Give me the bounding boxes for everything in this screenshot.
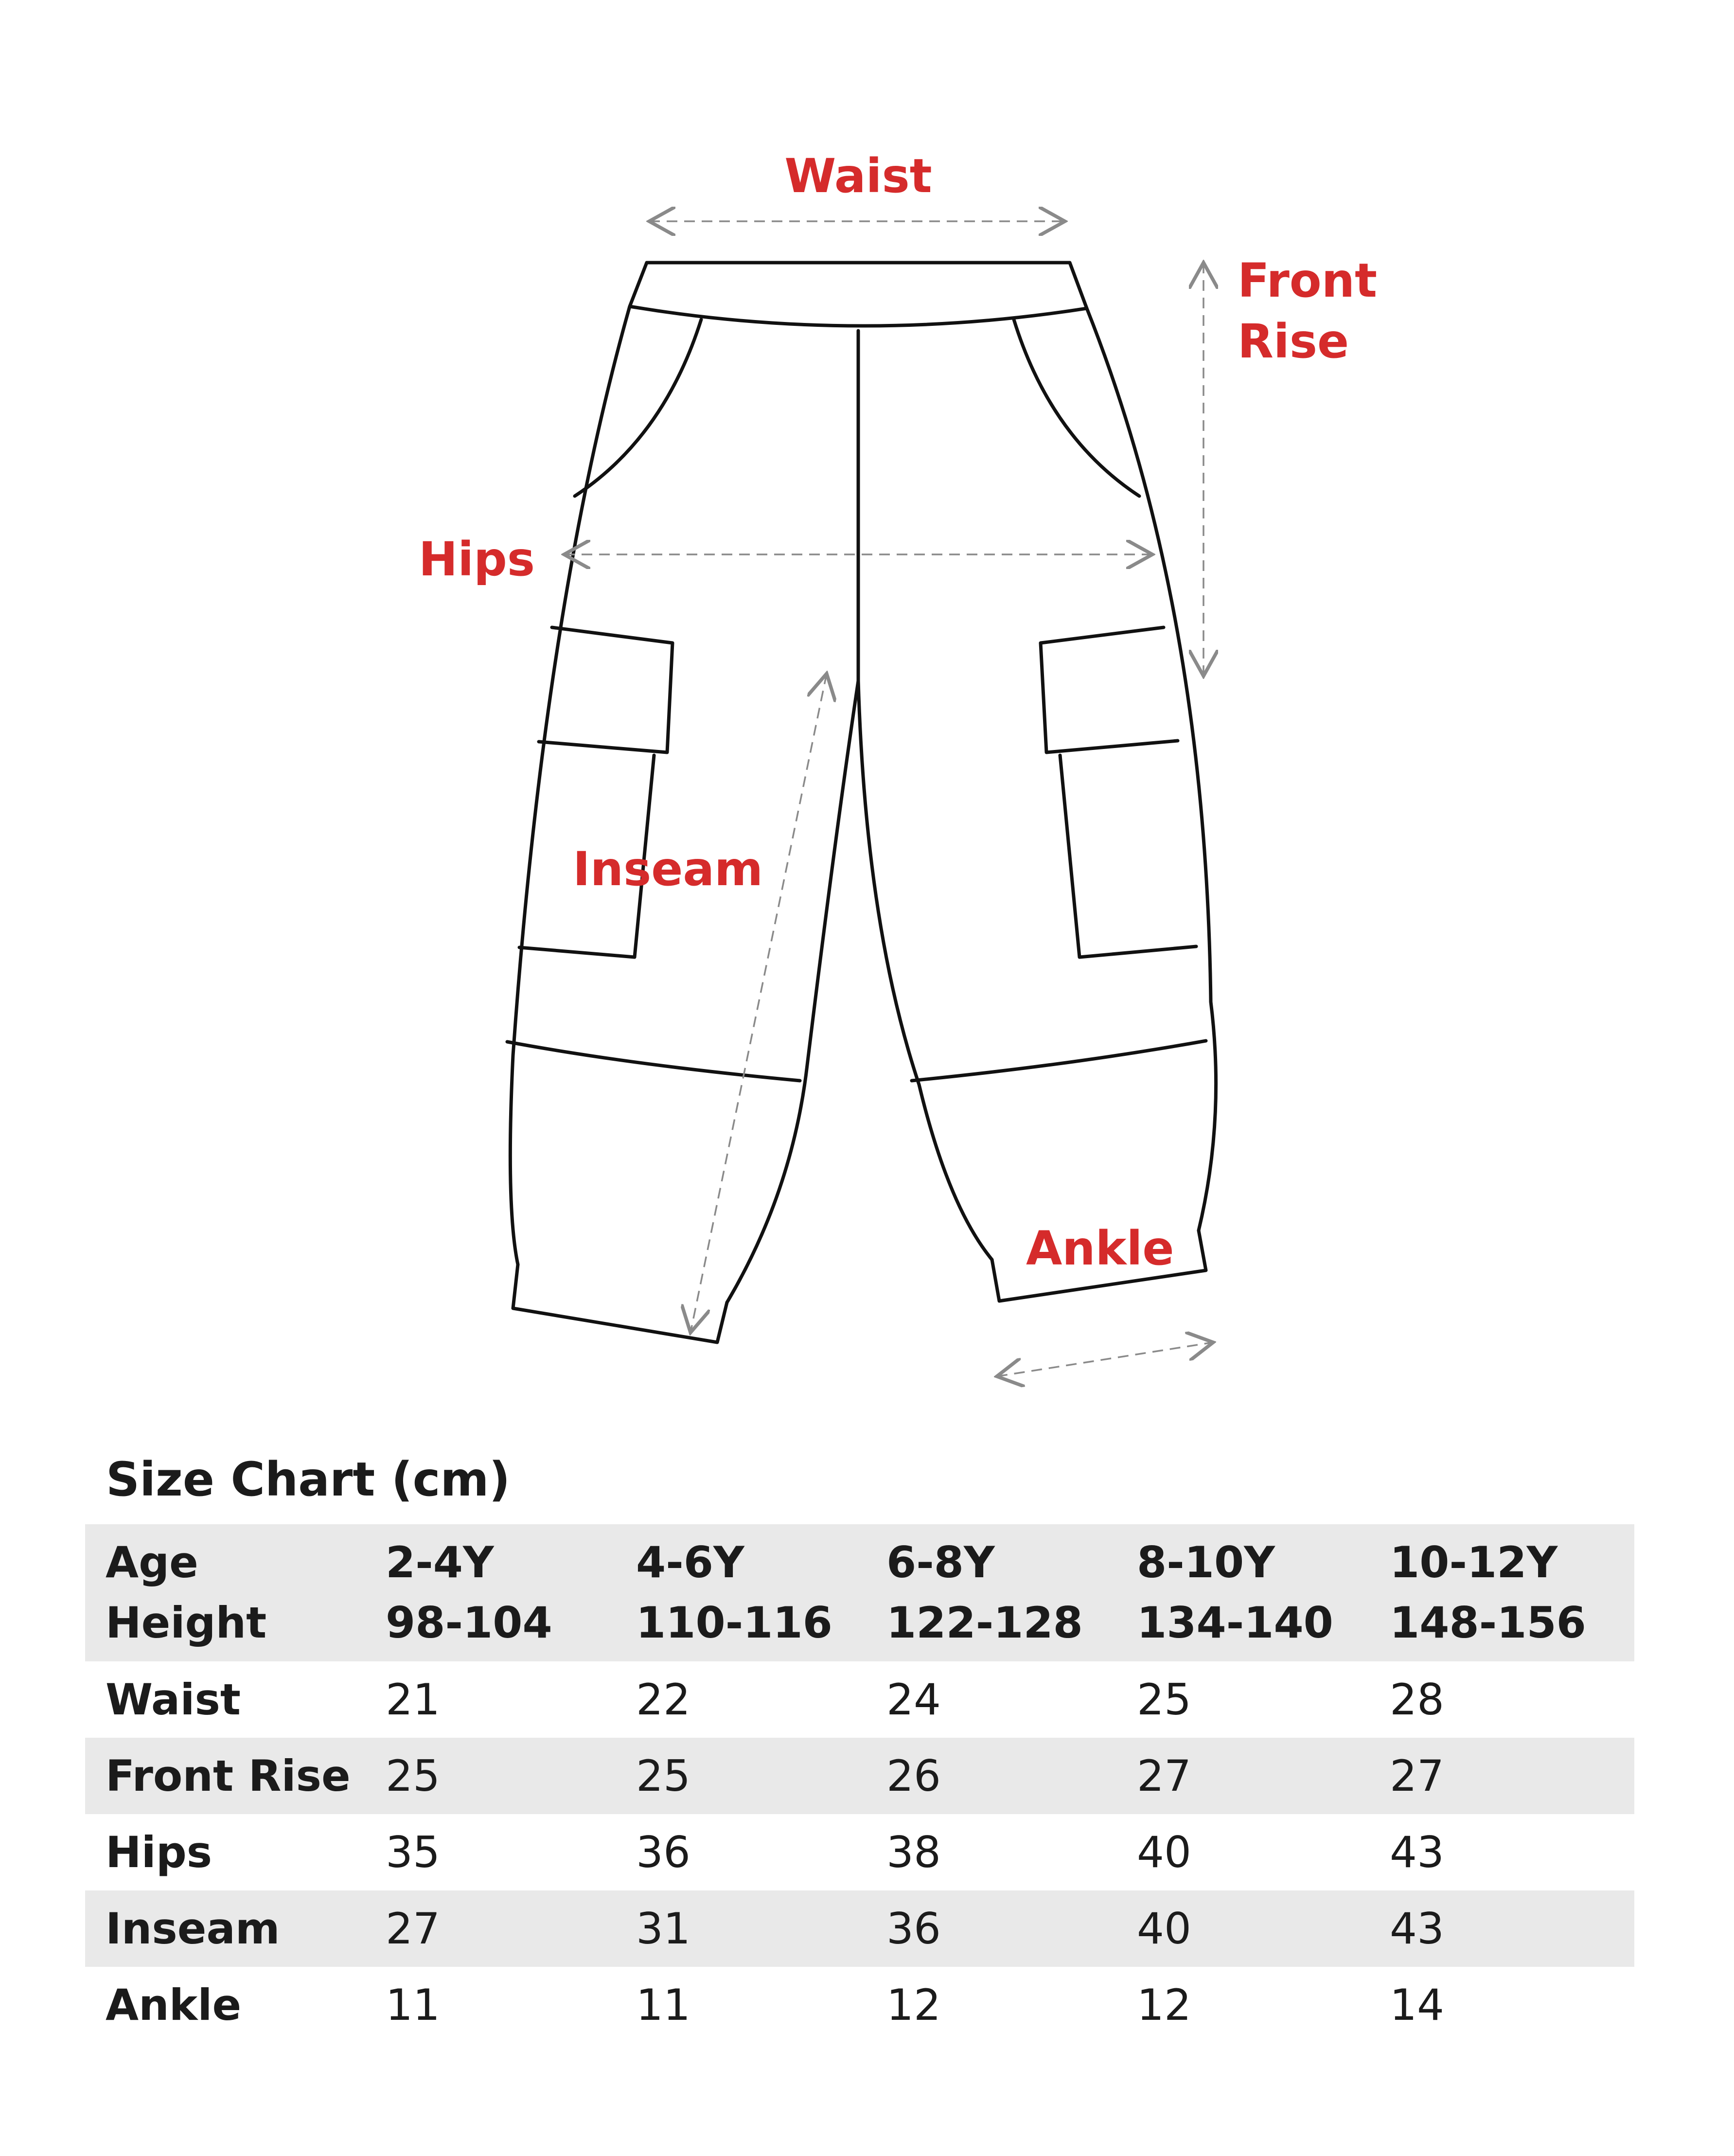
header-cell [365,1524,616,1661]
left-pocket [575,320,701,496]
table-header-row [85,1524,1634,1661]
header-age: 4-6Y [636,1537,744,1587]
table-cell: 28 [1390,1675,1444,1725]
header-height: 122-128 [886,1598,1083,1648]
table-row-hips [85,1814,1634,1890]
header-label-cell [85,1524,365,1661]
header-height: 98-104 [386,1598,552,1648]
ankle-guide [997,1342,1213,1376]
table-cell: 25 [1137,1675,1191,1725]
table-row-waist [85,1661,1634,1738]
measurement-guides [564,221,1213,1376]
row-label: Ankle [106,1980,242,2030]
table-cell: 40 [1137,1904,1191,1954]
size-chart-title: Size Chart (cm) [106,1452,511,1507]
measurement-labels [419,149,1377,1276]
size-chart-table [85,1524,1634,2043]
right-pocket [1014,320,1139,496]
pants-outline [507,263,1216,1342]
left-leg-inner-seam [727,681,858,1302]
label-front-rise-line1: Front [1238,253,1377,308]
header-height: 148-156 [1390,1598,1586,1648]
waistband [630,263,1087,326]
table-cell: 22 [636,1675,690,1725]
table-cell: 11 [636,1980,690,2030]
row-label: Hips [106,1827,212,1877]
right-leg-outer-seam [1087,308,1216,1230]
inseam-guide [690,674,827,1333]
table-row-inseam [85,1890,1634,1967]
table-cell: 12 [886,1980,941,2030]
table-cell: 35 [386,1827,440,1877]
table-cell: 25 [386,1751,440,1801]
left-cuff [513,1265,727,1342]
row-label: Inseam [106,1904,280,1954]
table-cell: 27 [1137,1751,1191,1801]
table-cell: 38 [886,1827,941,1877]
header-age: 10-12Y [1390,1537,1558,1587]
table-cell: 40 [1137,1827,1191,1877]
table-cell: 11 [386,1980,440,2030]
table-row-front-rise [85,1738,1634,1814]
label-inseam: Inseam [573,842,763,896]
table-cell: 36 [886,1904,941,1954]
label-ankle: Ankle [1026,1221,1174,1276]
header-height-label: Height [106,1598,267,1648]
header-age: 6-8Y [886,1537,995,1587]
table-cell: 43 [1390,1904,1444,1954]
table-cell: 43 [1390,1827,1444,1877]
header-age: 8-10Y [1137,1537,1275,1587]
table-cell: 31 [636,1904,690,1954]
label-front-rise-line2: Rise [1238,314,1349,369]
table-cell: 14 [1390,1980,1444,2030]
table-cell: 27 [386,1904,440,1954]
header-cell [866,1524,1116,1661]
header-cell [616,1524,866,1661]
table-cell: 12 [1137,1980,1191,2030]
label-hips: Hips [418,532,535,587]
right-cargo-pocket [1060,755,1196,957]
header-age: 2-4Y [386,1537,494,1587]
header-cell [1369,1524,1634,1661]
table-row-ankle [85,1967,1634,2043]
header-cell [1116,1524,1369,1661]
row-label: Front Rise [106,1751,351,1801]
row-label: Waist [106,1675,241,1725]
label-waist: Waist [784,149,932,203]
table-cell: 24 [886,1675,941,1725]
left-leg-outer-seam [510,306,630,1265]
header-height: 110-116 [636,1598,832,1648]
table-cell: 36 [636,1827,690,1877]
header-height: 134-140 [1137,1598,1333,1648]
table-cell: 25 [636,1751,690,1801]
right-cargo-flap [1041,627,1178,752]
left-knee-seam [507,1042,800,1081]
table-cell: 21 [386,1675,440,1725]
right-leg-inner-seam [858,681,992,1260]
right-knee-seam [912,1041,1206,1081]
table-cell: 26 [886,1751,941,1801]
table-cell: 27 [1390,1751,1444,1801]
header-age-label: Age [106,1537,198,1587]
